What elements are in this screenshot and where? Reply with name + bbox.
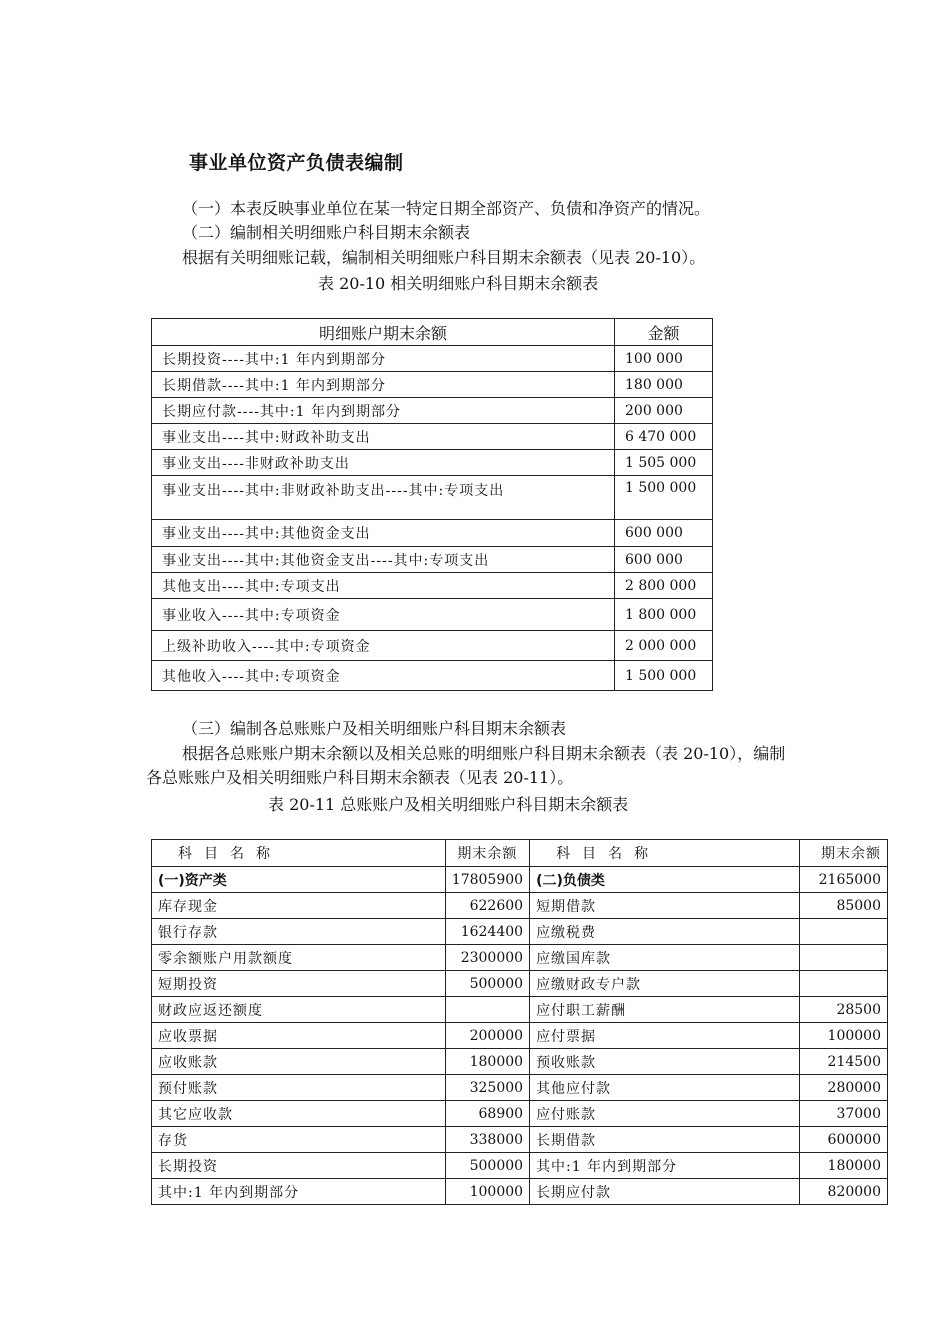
table-row (152, 1127, 888, 1153)
table-row (152, 547, 713, 573)
cell-label: 事业支出----其中:非财政补助支出----其中:专项支出 (152, 476, 615, 520)
cell-liability-name: 短期借款 (530, 893, 800, 919)
cell-asset-balance: 325000 (445, 1075, 529, 1101)
cell-asset-name: (一)资产类 (152, 867, 446, 893)
cell-amount: 2 000 000 (615, 631, 713, 661)
cell-amount: 200 000 (615, 398, 713, 424)
cell-label: 事业支出----其中:财政补助支出 (152, 424, 615, 450)
cell-amount: 1 800 000 (615, 599, 713, 631)
cell-liability-balance: 28500 (800, 997, 888, 1023)
cell-liability-balance: 85000 (800, 893, 888, 919)
table-row (152, 971, 888, 997)
cell-liability-balance: 2165000 (800, 867, 888, 893)
cell-label: 其他收入----其中:专项资金 (152, 661, 615, 691)
table2-caption: 表 20-11 总账账户及相关明细账户科目期末余额表 (268, 795, 629, 814)
table1-caption: 表 20-10 相关明细账户科目期末余额表 (318, 274, 599, 293)
cell-asset-name: 零余额账户用款额度 (152, 945, 446, 971)
column-header: 科目名称 (152, 840, 446, 867)
cell-liability-name: 长期借款 (530, 1127, 800, 1153)
table-row (152, 661, 713, 691)
cell-amount: 6 470 000 (615, 424, 713, 450)
table-row (152, 1101, 888, 1127)
cell-asset-balance: 338000 (445, 1127, 529, 1153)
cell-asset-name: 库存现金 (152, 893, 446, 919)
table-row (152, 599, 713, 631)
table-row (152, 573, 713, 599)
cell-asset-name: 其它应收款 (152, 1101, 446, 1127)
cell-asset-balance: 68900 (445, 1101, 529, 1127)
cell-label: 事业支出----其中:其他资金支出----其中:专项支出 (152, 547, 615, 573)
cell-asset-name: 银行存款 (152, 919, 446, 945)
cell-amount: 100 000 (615, 346, 713, 372)
paragraph-2: （二）编制相关明细账户科目期末余额表 (182, 223, 471, 242)
cell-liability-balance (800, 971, 888, 997)
cell-liability-name: 其中:1 年内到期部分 (530, 1153, 800, 1179)
cell-label: 事业收入----其中:专项资金 (152, 599, 615, 631)
cell-liability-name: 预收账款 (530, 1049, 800, 1075)
cell-label: 事业支出----其中:其他资金支出 (152, 520, 615, 547)
column-header: 科目名称 (530, 840, 800, 867)
table-header-row (152, 319, 713, 346)
cell-asset-name: 短期投资 (152, 971, 446, 997)
table-row (152, 1049, 888, 1075)
cell-asset-balance: 17805900 (445, 867, 529, 893)
cell-asset-balance: 622600 (445, 893, 529, 919)
paragraph-1: （一）本表反映事业单位在某一特定日期全部资产、负债和净资产的情况。 (182, 199, 711, 218)
cell-liability-name: 应缴国库款 (530, 945, 800, 971)
cell-asset-balance: 2300000 (445, 945, 529, 971)
cell-liability-balance: 37000 (800, 1101, 888, 1127)
cell-asset-balance: 200000 (445, 1023, 529, 1049)
table-row (152, 424, 713, 450)
cell-liability-balance: 214500 (800, 1049, 888, 1075)
cell-asset-balance (445, 997, 529, 1023)
cell-asset-name: 财政应返还额度 (152, 997, 446, 1023)
table-row (152, 372, 713, 398)
cell-label: 长期应付款----其中:1 年内到期部分 (152, 398, 615, 424)
cell-asset-balance: 500000 (445, 971, 529, 997)
table-row (152, 631, 713, 661)
table-20-10 (151, 318, 713, 691)
table-row (152, 1153, 888, 1179)
cell-liability-balance: 820000 (800, 1179, 888, 1205)
table-row (152, 520, 713, 547)
column-header: 金额 (615, 319, 713, 346)
table-header-row (152, 840, 888, 867)
table-row (152, 450, 713, 476)
table-row (152, 476, 713, 520)
column-header: 期末余额 (800, 840, 888, 867)
cell-amount: 1 500 000 (615, 476, 713, 520)
column-header: 明细账户期末余额 (152, 319, 615, 346)
table-row (152, 893, 888, 919)
cell-label: 上级补助收入----其中:专项资金 (152, 631, 615, 661)
table-row (152, 1075, 888, 1101)
cell-label: 长期投资----其中:1 年内到期部分 (152, 346, 615, 372)
cell-amount: 2 800 000 (615, 573, 713, 599)
cell-liability-name: 其他应付款 (530, 1075, 800, 1101)
table-row (152, 1023, 888, 1049)
table-row (152, 919, 888, 945)
cell-asset-name: 存货 (152, 1127, 446, 1153)
table-row (152, 398, 713, 424)
cell-liability-name: (二)负债类 (530, 867, 800, 893)
page-title: 事业单位资产负债表编制 (189, 152, 404, 174)
cell-liability-balance (800, 945, 888, 971)
cell-liability-name: 应付职工薪酬 (530, 997, 800, 1023)
table-row (152, 1179, 888, 1205)
cell-amount: 1 500 000 (615, 661, 713, 691)
paragraph-3: 根据有关明细账记载，编制相关明细账户科目期末余额表（见表 20-10）。 (182, 248, 706, 267)
cell-label: 事业支出----非财政补助支出 (152, 450, 615, 476)
paragraph-4: （三）编制各总账账户及相关明细账户科目期末余额表 (182, 719, 567, 738)
cell-amount: 1 505 000 (615, 450, 713, 476)
cell-liability-name: 应缴税费 (530, 919, 800, 945)
cell-asset-name: 应收账款 (152, 1049, 446, 1075)
cell-liability-name: 应付账款 (530, 1101, 800, 1127)
paragraph-5: 根据各总账账户期末余额以及相关总账的明细账户科目期末余额表（表 20-10），编制 (182, 744, 786, 763)
cell-liability-balance: 280000 (800, 1075, 888, 1101)
cell-liability-balance: 600000 (800, 1127, 888, 1153)
cell-liability-balance: 180000 (800, 1153, 888, 1179)
cell-amount: 600 000 (615, 547, 713, 573)
table-20-11 (151, 839, 888, 1205)
cell-asset-balance: 180000 (445, 1049, 529, 1075)
cell-asset-name: 预付账款 (152, 1075, 446, 1101)
paragraph-5-cont: 各总账账户及相关明细账户科目期末余额表（见表 20-11）。 (146, 768, 574, 787)
cell-liability-balance: 100000 (800, 1023, 888, 1049)
cell-liability-name: 应付票据 (530, 1023, 800, 1049)
cell-amount: 180 000 (615, 372, 713, 398)
cell-label: 其他支出----其中:专项支出 (152, 573, 615, 599)
cell-liability-name: 应缴财政专户款 (530, 971, 800, 997)
table-row (152, 346, 713, 372)
cell-asset-balance: 100000 (445, 1179, 529, 1205)
cell-label: 长期借款----其中:1 年内到期部分 (152, 372, 615, 398)
cell-amount: 600 000 (615, 520, 713, 547)
cell-asset-name: 其中:1 年内到期部分 (152, 1179, 446, 1205)
cell-asset-balance: 500000 (445, 1153, 529, 1179)
table-row (152, 867, 888, 893)
cell-asset-balance: 1624400 (445, 919, 529, 945)
table-row (152, 945, 888, 971)
cell-liability-name: 长期应付款 (530, 1179, 800, 1205)
column-header: 期末余额 (445, 840, 529, 867)
cell-asset-name: 长期投资 (152, 1153, 446, 1179)
table-row (152, 997, 888, 1023)
cell-asset-name: 应收票据 (152, 1023, 446, 1049)
cell-liability-balance (800, 919, 888, 945)
